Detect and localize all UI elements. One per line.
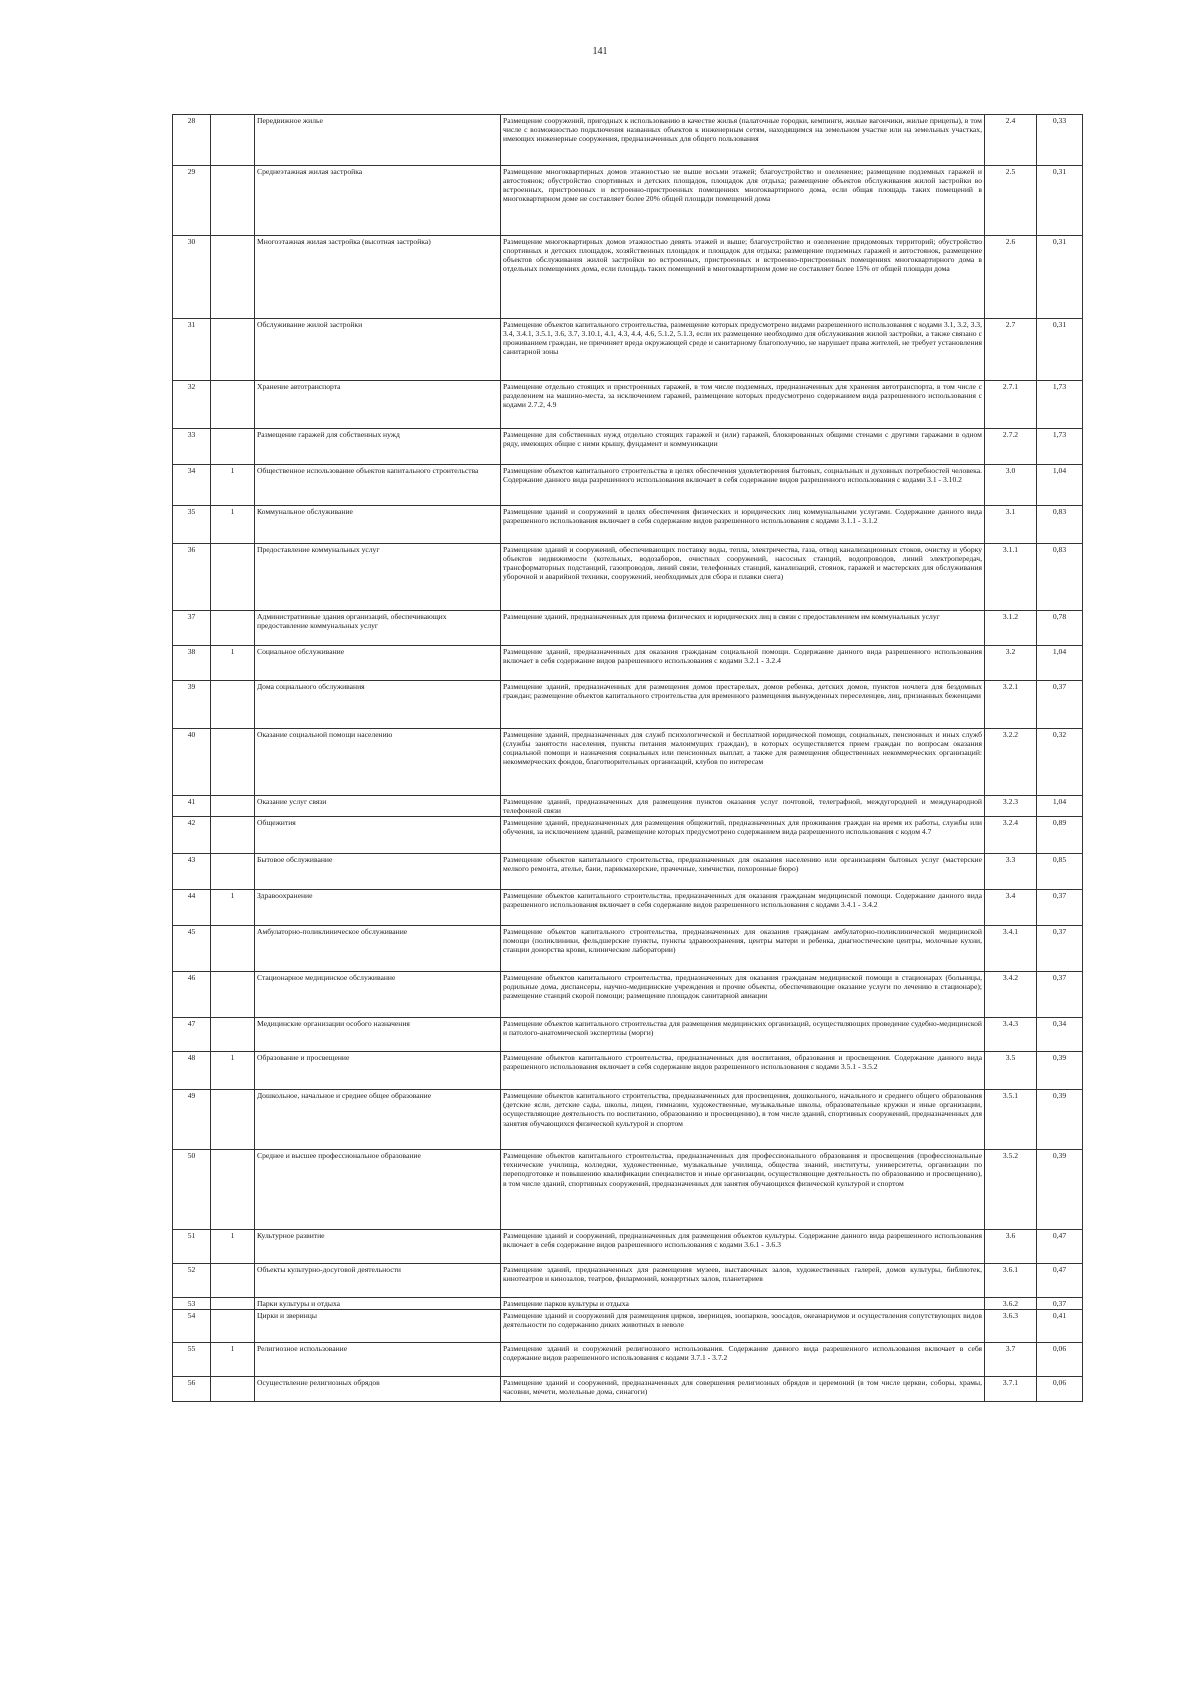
row-description: Размещение для собственных нужд отдельно стоящих гаражей и (или) гаражей, блокированных общими стенами с другими гаражами в одном ряду, имеющих общие с ними крышу, фундамент и коммуникации xyxy=(501,429,985,465)
row-name: Здравоохранение xyxy=(255,890,501,926)
row-code: 3.1 xyxy=(985,506,1037,544)
row-description: Размещение зданий, предназначенных для приема физических и юридических лиц в связи с предоставлением им коммунальных услуг xyxy=(501,611,985,646)
row-level xyxy=(211,854,255,890)
row-coefficient: 0,37 xyxy=(1037,890,1083,926)
row-name: Размещение гаражей для собственных нужд xyxy=(255,429,501,465)
row-level: 1 xyxy=(211,890,255,926)
row-description: Размещение парков культуры и отдыха xyxy=(501,1298,985,1310)
row-number: 49 xyxy=(173,1090,211,1150)
row-name: Среднеэтажная жилая застройка xyxy=(255,166,501,236)
row-coefficient: 0,83 xyxy=(1037,544,1083,611)
row-code: 3.7 xyxy=(985,1343,1037,1377)
table-row xyxy=(173,646,1083,681)
row-number: 35 xyxy=(173,506,211,544)
row-number: 53 xyxy=(173,1298,211,1310)
row-name: Передвижное жилье xyxy=(255,115,501,166)
row-code: 2.7.1 xyxy=(985,381,1037,429)
row-code: 2.5 xyxy=(985,166,1037,236)
table-body xyxy=(173,115,1083,1402)
row-code: 3.5.1 xyxy=(985,1090,1037,1150)
row-number: 39 xyxy=(173,681,211,729)
row-code: 3.2.3 xyxy=(985,796,1037,817)
row-coefficient: 1,04 xyxy=(1037,646,1083,681)
row-level xyxy=(211,796,255,817)
row-description: Размещение зданий, предназначенных для размещения домов престарелых, домов ребенка, детских домов, пунктов ночлега для бездомных граждан; размещение объектов капитального строительства для временного размещения вынужденных переселенцев, лиц, признанных беженцами xyxy=(501,681,985,729)
row-coefficient: 0,39 xyxy=(1037,1150,1083,1230)
table-row xyxy=(173,1377,1083,1402)
row-description: Размещение зданий и сооружений, обеспечивающих поставку воды, тепла, электричества, газа, отвод канализационных стоков, очистку и уборку объектов недвижимости (котельных, водозаборов, очистных сооружений, насосных станций, водопроводов, линий электропередач, трансформаторных подстанций, газопроводов, линий связи, телефонных станций, канализаций, стоянок, гаражей и мастерских для обслуживания уборочной и аварийной техники, сооружений, необходимых для сбора и плавки снега) xyxy=(501,544,985,611)
row-name: Осуществление религиозных обрядов xyxy=(255,1377,501,1402)
row-level xyxy=(211,319,255,381)
row-number: 51 xyxy=(173,1230,211,1264)
row-number: 46 xyxy=(173,972,211,1018)
table-row xyxy=(173,506,1083,544)
row-number: 52 xyxy=(173,1264,211,1298)
row-description: Размещение объектов капитального строительства, предназначенных для оказания гражданам медицинской помощи в стационарах (больницы, родильные дома, диспансеры, научно-медицинские учреждения и прочие объекты, обеспечивающие оказание услуги по лечению в стационаре); размещение станций скорой помощи; размещение площадок санитарной авиации xyxy=(501,972,985,1018)
row-coefficient: 0,47 xyxy=(1037,1264,1083,1298)
table-row xyxy=(173,681,1083,729)
row-description: Размещение сооружений, пригодных к использованию в качестве жилья (палаточные городки, кемпинги, жилые вагончики, жилые прицепы), в том числе с возможностью подключения названных объектов к инженерным сетям, находящимся на земельном участке или на земельных участках, имеющих инженерные сооружения, предназначенных для общего пользования xyxy=(501,115,985,166)
row-number: 45 xyxy=(173,926,211,972)
row-level xyxy=(211,611,255,646)
row-name: Образование и просвещение xyxy=(255,1052,501,1090)
row-name: Обслуживание жилой застройки xyxy=(255,319,501,381)
row-level xyxy=(211,1264,255,1298)
row-level xyxy=(211,1018,255,1052)
row-description: Размещение многоквартирных домов этажностью девять этажей и выше; благоустройство и озеленение придомовых территорий; обустройство спортивных и детских площадок, хозяйственных площадок и площадок для отдыха; размещение подземных гаражей и автостоянок, размещение объектов обслуживания жилой застройки во встроенных, пристроенных и встроенно-пристроенных помещениях многоквартирного дома в отдельных помещениях дома, если площадь таких помещений в многоквартирном доме не составляет более 15% от общей площади дома xyxy=(501,236,985,319)
row-level xyxy=(211,926,255,972)
row-coefficient: 1,04 xyxy=(1037,796,1083,817)
row-name: Бытовое обслуживание xyxy=(255,854,501,890)
row-description: Размещение объектов капитального строительства для размещения медицинских организаций, осуществляющих проведение судебно-медицинской и патолого-анатомической экспертизы (морги) xyxy=(501,1018,985,1052)
table-row xyxy=(173,1230,1083,1264)
row-level xyxy=(211,381,255,429)
row-number: 43 xyxy=(173,854,211,890)
row-name: Предоставление коммунальных услуг xyxy=(255,544,501,611)
row-description: Размещение объектов капитального строительства, размещение которых предусмотрено видами разрешенного использования с кодами 3.1, 3.2, 3.3, 3.4, 3.4.1, 3.5.1, 3.6, 3.7, 3.10.1, 4.1, 4.3, 4.4, 4.6, 5.1.2, 5.1.3, если их размещение необходимо для обслуживания жилой застройки, а также связано с проживанием граждан, не причиняет вреда окружающей среде и санитарному благополучию, не нарушает права жителей, не требует установления санитарной зоны xyxy=(501,319,985,381)
row-level: 1 xyxy=(211,1052,255,1090)
row-description: Размещение объектов капитального строительства, предназначенных для оказания гражданам медицинской помощи. Содержание данного вида разрешенного использования включает в себя содержание видов разрешенного использования с кодами 3.4.1 - 3.4.2 xyxy=(501,890,985,926)
row-level: 1 xyxy=(211,646,255,681)
row-coefficient: 0,31 xyxy=(1037,236,1083,319)
row-level xyxy=(211,236,255,319)
table-row xyxy=(173,319,1083,381)
row-name: Многоэтажная жилая застройка (высотная застройка) xyxy=(255,236,501,319)
row-name: Социальное обслуживание xyxy=(255,646,501,681)
table-row xyxy=(173,1150,1083,1230)
row-number: 47 xyxy=(173,1018,211,1052)
row-level xyxy=(211,115,255,166)
table-row xyxy=(173,926,1083,972)
row-level xyxy=(211,1298,255,1310)
page-number: 141 xyxy=(592,46,608,57)
row-coefficient: 0,34 xyxy=(1037,1018,1083,1052)
row-description: Размещение зданий, предназначенных для размещения пунктов оказания услуг почтовой, телеграфной, междугородней и международной телефонной связи xyxy=(501,796,985,817)
row-name: Амбулаторно-поликлиническое обслуживание xyxy=(255,926,501,972)
row-code: 2.4 xyxy=(985,115,1037,166)
row-level xyxy=(211,166,255,236)
table-row xyxy=(173,890,1083,926)
table-row xyxy=(173,115,1083,166)
row-code: 3.5.2 xyxy=(985,1150,1037,1230)
table-row xyxy=(173,796,1083,817)
row-description: Размещение зданий и сооружений в целях обеспечения физических и юридических лиц коммунальными услугами. Содержание данного вида разрешенного использования включает в себя содержание видов разрешенного использования с кодами 3.1.1 - 3.1.2 xyxy=(501,506,985,544)
table-row xyxy=(173,381,1083,429)
row-name: Дошкольное, начальное и среднее общее образование xyxy=(255,1090,501,1150)
row-number: 50 xyxy=(173,1150,211,1230)
row-number: 42 xyxy=(173,817,211,854)
row-level xyxy=(211,1377,255,1402)
row-name: Парки культуры и отдыха xyxy=(255,1298,501,1310)
table-row xyxy=(173,1018,1083,1052)
row-description: Размещение объектов капитального строительства, предназначенных для профессионального образования и просвещения (профессиональные технические училища, колледжи, художественные, музыкальные училища, общества знаний, институты, университеты, организации по переподготовке и повышению квалификации специалистов и иные организации, осуществляющие деятельность по образованию и просвещению), в том числе зданий, спортивных сооружений, предназначенных для занятия обучающихся физической культурой и спортом xyxy=(501,1150,985,1230)
row-coefficient: 0,32 xyxy=(1037,729,1083,796)
row-description: Размещение зданий и сооружений, предназначенных для размещения объектов культуры. Содержание данного вида разрешенного использования включает в себя содержание видов разрешенного использования с кодами 3.6.1 - 3.6.3 xyxy=(501,1230,985,1264)
row-coefficient: 0,31 xyxy=(1037,166,1083,236)
row-coefficient: 0,37 xyxy=(1037,681,1083,729)
table-row xyxy=(173,1298,1083,1310)
row-description: Размещение объектов капитального строительства, предназначенных для воспитания, образования и просвещения. Содержание данного вида разрешенного использования включает в себя содержание видов разрешенного использования с кодами 3.5.1 - 3.5.2 xyxy=(501,1052,985,1090)
row-number: 54 xyxy=(173,1310,211,1343)
row-name: Цирки и зверинцы xyxy=(255,1310,501,1343)
row-level xyxy=(211,1150,255,1230)
row-number: 33 xyxy=(173,429,211,465)
row-description: Размещение зданий и сооружений религиозного использования. Содержание данного вида разрешенного использования включает в себя содержание видов разрешенного использования с кодами 3.7.1 - 3.7.2 xyxy=(501,1343,985,1377)
row-name: Культурное развитие xyxy=(255,1230,501,1264)
row-coefficient: 1,04 xyxy=(1037,465,1083,506)
row-code: 3.0 xyxy=(985,465,1037,506)
row-level xyxy=(211,1310,255,1343)
row-code: 3.1.1 xyxy=(985,544,1037,611)
row-number: 29 xyxy=(173,166,211,236)
row-coefficient: 0,78 xyxy=(1037,611,1083,646)
row-name: Административные здания организаций, обеспечивающих предоставление коммунальных услуг xyxy=(255,611,501,646)
row-number: 32 xyxy=(173,381,211,429)
row-level xyxy=(211,681,255,729)
row-description: Размещение объектов капитального строительства, предназначенных для оказания гражданам амбулаторно-поликлинической медицинской помощи (поликлиники, фельдшерские пункты, пункты здравоохранения, центры матери и ребенка, диагностические центры, молочные кухни, станции донорства крови, клинические лаборатории) xyxy=(501,926,985,972)
row-description: Размещение зданий, предназначенных для размещения музеев, выставочных залов, художественных галерей, домов культуры, библиотек, кинотеатров и кинозалов, театров, филармоний, концертных залов, планетариев xyxy=(501,1264,985,1298)
row-code: 3.2.4 xyxy=(985,817,1037,854)
row-description: Размещение зданий, предназначенных для оказания гражданам социальной помощи. Содержание данного вида разрешенного использования включает в себя содержание видов разрешенного использования с кодами 3.2.1 - 3.2.4 xyxy=(501,646,985,681)
row-number: 44 xyxy=(173,890,211,926)
table-row xyxy=(173,1310,1083,1343)
row-coefficient: 0,37 xyxy=(1037,972,1083,1018)
row-code: 2.7 xyxy=(985,319,1037,381)
row-code: 3.2 xyxy=(985,646,1037,681)
row-name: Среднее и высшее профессиональное образование xyxy=(255,1150,501,1230)
table-row xyxy=(173,972,1083,1018)
row-code: 3.5 xyxy=(985,1052,1037,1090)
row-coefficient: 0,85 xyxy=(1037,854,1083,890)
row-level xyxy=(211,1090,255,1150)
row-coefficient: 0,06 xyxy=(1037,1377,1083,1402)
row-description: Размещение зданий и сооружений, предназначенных для совершения религиозных обрядов и церемоний (в том числе церкви, соборы, храмы, часовни, мечети, молельные дома, синагоги) xyxy=(501,1377,985,1402)
table-row xyxy=(173,729,1083,796)
table-row xyxy=(173,854,1083,890)
table-row xyxy=(173,1264,1083,1298)
row-level: 1 xyxy=(211,1230,255,1264)
row-code: 3.6.3 xyxy=(985,1310,1037,1343)
row-number: 48 xyxy=(173,1052,211,1090)
row-name: Оказание услуг связи xyxy=(255,796,501,817)
row-code: 3.4.2 xyxy=(985,972,1037,1018)
row-name: Дома социального обслуживания xyxy=(255,681,501,729)
row-level xyxy=(211,817,255,854)
row-number: 30 xyxy=(173,236,211,319)
row-number: 36 xyxy=(173,544,211,611)
row-level: 1 xyxy=(211,465,255,506)
row-level: 1 xyxy=(211,506,255,544)
table-row xyxy=(173,1343,1083,1377)
row-coefficient: 0,37 xyxy=(1037,1298,1083,1310)
row-code: 2.7.2 xyxy=(985,429,1037,465)
row-number: 31 xyxy=(173,319,211,381)
row-coefficient: 1,73 xyxy=(1037,381,1083,429)
row-description: Размещение зданий и сооружений для размещения цирков, зверинцев, зоопарков, зоосадов, океанариумов и осуществления сопутствующих видов деятельности по содержанию диких животных в неволе xyxy=(501,1310,985,1343)
table-row xyxy=(173,1052,1083,1090)
row-number: 41 xyxy=(173,796,211,817)
row-coefficient: 0,33 xyxy=(1037,115,1083,166)
row-description: Размещение объектов капитального строительства, предназначенных для оказания населению или организациям бытовых услуг (мастерские мелкого ремонта, ателье, бани, парикмахерские, прачечные, химчистки, похоронные бюро) xyxy=(501,854,985,890)
table-row xyxy=(173,611,1083,646)
row-name: Оказание социальной помощи населению xyxy=(255,729,501,796)
row-code: 3.6.1 xyxy=(985,1264,1037,1298)
row-code: 3.7.1 xyxy=(985,1377,1037,1402)
row-coefficient: 0,83 xyxy=(1037,506,1083,544)
row-name: Общественное использование объектов капитального строительства xyxy=(255,465,501,506)
row-coefficient: 0,06 xyxy=(1037,1343,1083,1377)
row-number: 55 xyxy=(173,1343,211,1377)
row-description: Размещение отдельно стоящих и пристроенных гаражей, в том числе подземных, предназначенных для хранения автотранспорта, в том числе с разделением на машино-места, за исключением гаражей, размещение которых предусмотрено содержанием вида разрешенного использования с кодами 2.7.2, 4.9 xyxy=(501,381,985,429)
row-name: Медицинские организации особого назначения xyxy=(255,1018,501,1052)
row-name: Объекты культурно-досуговой деятельности xyxy=(255,1264,501,1298)
row-code: 3.1.2 xyxy=(985,611,1037,646)
row-code: 2.6 xyxy=(985,236,1037,319)
row-code: 3.2.2 xyxy=(985,729,1037,796)
table-row xyxy=(173,465,1083,506)
row-code: 3.6.2 xyxy=(985,1298,1037,1310)
row-number: 56 xyxy=(173,1377,211,1402)
row-level xyxy=(211,544,255,611)
row-coefficient: 0,39 xyxy=(1037,1052,1083,1090)
table-row xyxy=(173,817,1083,854)
row-name: Хранение автотранспорта xyxy=(255,381,501,429)
row-code: 3.4.1 xyxy=(985,926,1037,972)
row-code: 3.4 xyxy=(985,890,1037,926)
table-row xyxy=(173,236,1083,319)
table-row xyxy=(173,544,1083,611)
row-description: Размещение многоквартирных домов этажностью не выше восьми этажей; благоустройство и озеленение; размещение подземных гаражей и автостоянок; обустройство спортивных и детских площадок, площадок для отдыха; размещение объектов обслуживания жилой застройки во встроенных, пристроенных и встроенно-пристроенных помещениях многоквартирного дома, если общая площадь таких помещений в многоквартирном доме не составляет более 20% общей площади помещений дома xyxy=(501,166,985,236)
row-level: 1 xyxy=(211,1343,255,1377)
row-description: Размещение объектов капитального строительства, предназначенных для просвещения, дошкольного, начального и среднего общего образования (детские ясли, детские сады, школы, лицеи, гимназии, художественные, музыкальные школы, образовательные кружки и иные организации, осуществляющие деятельность по воспитанию, образованию и просвещению), в том числе зданий, спортивных сооружений, предназначенных для занятия обучающихся физической культурой и спортом xyxy=(501,1090,985,1150)
row-number: 37 xyxy=(173,611,211,646)
row-name: Коммунальное обслуживание xyxy=(255,506,501,544)
row-number: 40 xyxy=(173,729,211,796)
row-code: 3.2.1 xyxy=(985,681,1037,729)
row-name: Религиозное использование xyxy=(255,1343,501,1377)
row-code: 3.3 xyxy=(985,854,1037,890)
table-row xyxy=(173,166,1083,236)
row-name: Стационарное медицинское обслуживание xyxy=(255,972,501,1018)
row-number: 38 xyxy=(173,646,211,681)
row-description: Размещение зданий, предназначенных для размещения общежитий, предназначенных для проживания граждан на время их работы, службы или обучения, за исключением зданий, размещение которых предусмотрено содержанием вида разрешенного использования с кодом 4.7 xyxy=(501,817,985,854)
row-level xyxy=(211,729,255,796)
row-number: 34 xyxy=(173,465,211,506)
land-use-table xyxy=(172,114,1083,1402)
row-coefficient: 0,31 xyxy=(1037,319,1083,381)
row-code: 3.4.3 xyxy=(985,1018,1037,1052)
row-coefficient: 0,47 xyxy=(1037,1230,1083,1264)
row-coefficient: 1,73 xyxy=(1037,429,1083,465)
row-number: 28 xyxy=(173,115,211,166)
row-code: 3.6 xyxy=(985,1230,1037,1264)
row-description: Размещение объектов капитального строительства в целях обеспечения удовлетворения бытовых, социальных и духовных потребностей человека. Содержание данного вида разрешенного использования включает в себя содержание видов разрешенного использования с кодами 3.1 - 3.10.2 xyxy=(501,465,985,506)
row-coefficient: 0,89 xyxy=(1037,817,1083,854)
row-level xyxy=(211,429,255,465)
row-coefficient: 0,41 xyxy=(1037,1310,1083,1343)
row-coefficient: 0,39 xyxy=(1037,1090,1083,1150)
row-level xyxy=(211,972,255,1018)
table-row xyxy=(173,429,1083,465)
table-row xyxy=(173,1090,1083,1150)
row-name: Общежития xyxy=(255,817,501,854)
row-coefficient: 0,37 xyxy=(1037,926,1083,972)
row-description: Размещение зданий, предназначенных для служб психологической и бесплатной юридической помощи, социальных, пенсионных и иных служб (службы занятости населения, пункты питания малоимущих граждан), в которых осуществляется прием граждан по вопросам оказания социальной помощи и назначения социальных или пенсионных выплат, а также для размещения общественных некоммерческих организаций: некоммерческих фондов, благотворительных организаций, клубов по интересам xyxy=(501,729,985,796)
